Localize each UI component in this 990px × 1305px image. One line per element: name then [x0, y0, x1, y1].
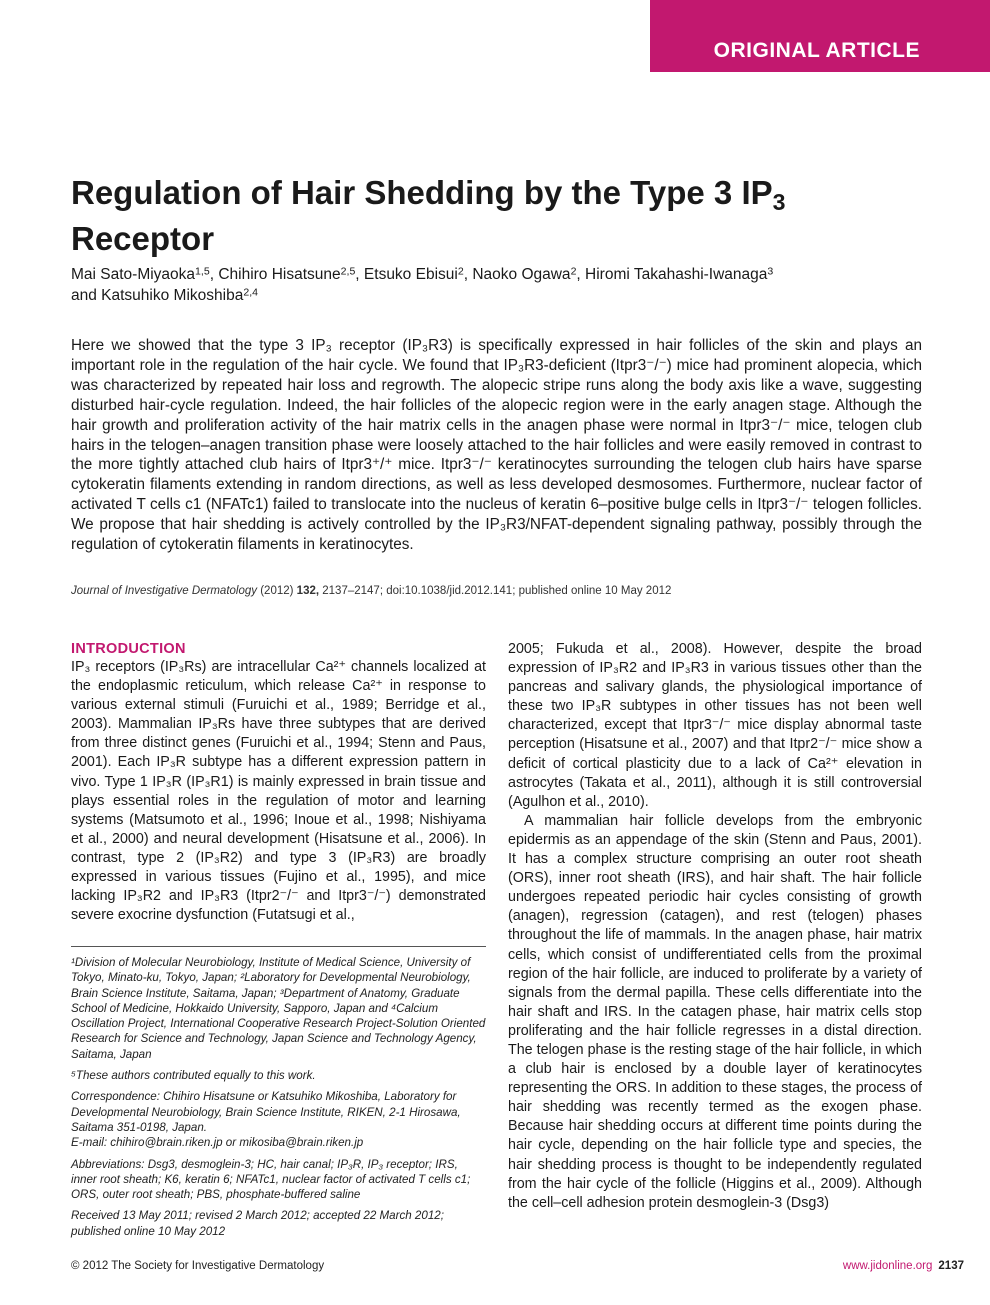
citation-journal: Journal of Investigative Dermatology — [71, 585, 258, 597]
introduction-paragraph: A mammalian hair follicle develops from the embryonic epidermis as an appendage of the skin (Stenn and Paus, 2001). It has a complex structure comprising an outer root sheath (ORS), inner root sheath (IRS), and hair shaft. The hair follicle undergoes repeated periodic hair cycles consisting of growth (anagen), regression (catagen), and rest (telogen) phases throughout the life of mammals. In the anagen phase, hair matrix cells, which consist of undifferentiated cells from the proximal region of the hair follicle, are induced to proliferate by a variety of signals from the dermal papilla. These cells differentiate into the hair shaft and IRS. In the catagen phase, hair matrix cells stop proliferating and the hair follicle regresses in a distal direction. The telogen phase is the resting stage of the hair follicle, in which a club hair is enclosed by a double layer of keratinocytes representing the ORS. In addition to these stages, the process of hair shedding was recently termed as the exogen phase. Because hair shedding occurs at different time points during the hair cycle, depending on the hair follicle type and species, the hair shedding process is thought to be independently regulated from the hair cycle of the follicle (Higgins et al., 2009). Although the cell–cell adhesion protein desmoglein-3 (Dsg3) — [508, 812, 922, 1211]
author-list: Mai Sato-Miyaoka$^{1,5}$, Chihiro Hisatsune$^{2,5}$, Etsuko Ebisui$^2$, Naoko Ogawa$^2$, Hiromi Takahashi-Iwanaga$^3$ and Katsuhiko Mikoshiba$^{2,4}$ — [71, 265, 774, 304]
author-name: Naoko Ogawa — [472, 266, 571, 283]
abbreviations-note: Abbreviations: Dsg3, desmoglein-3; HC, hair canal; IP₃R, IP₃ receptor; IRS, inner root sheath; K6, keratin 6; NFATc1, nuclear factor of activated T cells c1; ORS, outer root sheath; PBS, phosphate-buffered saline — [71, 1157, 471, 1202]
title-subscript: 3 — [772, 188, 786, 215]
introduction-body-right — [508, 640, 922, 1213]
citation-year: (2012) — [260, 585, 294, 597]
author-affiliation: 2,4 — [243, 286, 258, 299]
introduction-heading: INTRODUCTION — [71, 641, 186, 657]
abstract: Here we showed that the type 3 IP₃ receptor (IP₃R3) is specifically expressed in hair follicles of the skin and plays an important role in the regulation of the hair cycle. We found that IP₃R3-deficient (Itpr3⁻/⁻) mice had prominent alopecia, which was characterized by repeated hair loss and regrowth. The alopecic stripe runs along the body axis like a wave, suggesting disturbed hair-cycle regulation. Indeed, the hair follicles of the alopecic region were in the early anagen stage. Although the hair growth and proliferation activity of the hair matrix cells in the anagen phase were normal in Itpr3⁻/⁻ mice, telogen club hairs in the telogen–anagen transition phase were loosely attached to the hair follicles and were easily removed in contrast to the more tightly attached club hairs of Itpr3⁺/⁺ mice. Itpr3⁻/⁻ keratinocytes surrounding the telogen club hairs have sparse cytokeratin filaments extending in random directions, as well as less developed desmosomes. Furthermore, nuclear factor of activated T cells c1 (NFATc1) failed to translocate into the nucleus of keratin 6–positive bulge cells in Itpr3⁻/⁻ telogen follicles. We propose that hair shedding is actively controlled by the IP₃R3/NFAT-dependent signaling pathway, possibly through the regulation of cytokeratin filaments in keratinocytes. — [71, 337, 922, 554]
correspondence-note: Correspondence: Chihiro Hisatsune or Katsuhiko Mikoshiba, Laboratory for Developmental Neurobiology, Brain Science Institute, RIKEN, 2-1 Hirosawa, Saitama 351-0198, Japan. — [71, 1090, 461, 1134]
author-affiliation: 1,5 — [195, 265, 210, 278]
author-name: Mai Sato-Miyaoka — [71, 266, 196, 283]
article-title — [71, 170, 851, 262]
title-line2: Receptor — [71, 220, 215, 257]
author-affiliation: 2,5 — [340, 265, 356, 278]
author-name: Katsuhiko Mikoshiba — [101, 287, 244, 304]
equal-contribution-note: ⁵These authors contributed equally to this work. — [71, 1069, 316, 1083]
left-column — [71, 640, 486, 925]
right-column — [508, 640, 922, 1213]
author-affiliation: 2 — [457, 265, 464, 278]
author-affiliation: 2 — [570, 265, 577, 278]
introduction-body-left — [71, 658, 486, 925]
author-name: Hiromi Takahashi-Iwanaga — [585, 266, 768, 283]
title-line1: Regulation of Hair Shedding by the Type 3 IP — [71, 174, 773, 211]
citation-volume: 132, — [296, 585, 320, 597]
footer-copyright: © 2012 The Society for Investigative Dermatology — [71, 1260, 325, 1272]
article-type-banner — [650, 0, 990, 72]
email-note: E-mail: chihiro@brain.riken.jp or mikosiba@brain.riken.jp — [71, 1136, 364, 1150]
received-note: Received 13 May 2011; revised 2 March 2012; accepted 22 March 2012; published online 10 May 2012 — [71, 1209, 444, 1238]
footnotes — [71, 946, 486, 1245]
introduction-paragraph: 2005; Fukuda et al., 2008). However, despite the broad expression of IP₃R2 and IP₃R3 in various tissues other than the pancreas and salivary glands, the physiological importance of these two IP₃R subtypes in other tissues has not been well characterized, except that Itpr3⁻/⁻ mice display abnormal taste perception (Hisatsune et al., 2007) and that Itpr2⁻/⁻ mice show a deficit of cortical plasticity due to a lack of Ca²⁺ elevation in astrocytes (Takata et al., 2011), although it is still controversial (Agulhon et al., 2010). — [508, 641, 922, 810]
author-name: Chihiro Hisatsune — [218, 266, 341, 283]
page-number: 2137 — [938, 1260, 964, 1272]
author-name: Etsuko Ebisui — [363, 266, 458, 283]
citation-details: 2137–2147; doi:10.1038/jid.2012.141; published online 10 May 2012 — [322, 585, 672, 597]
footer-right — [843, 1259, 964, 1274]
introduction-paragraph: IP₃ receptors (IP₃Rs) are intracellular Ca²⁺ channels localized at the endoplasmic reticulum, which release Ca²⁺ in response to various external stimuli (Furuichi et al., 1989; Berridge et al., 2003). Mammalian IP₃Rs have three subtypes that are derived from three distinct genes (Furuichi et al., 1994; Stenn and Paus, 2001). Each IP₃R subtype has a different expression pattern in vivo. Type 1 IP₃R (IP₃R1) is mainly expressed in brain tissue and plays essential roles in the regulation of motor and learning systems (Matsumoto et al., 1996; Inoue et al., 1998; Nishiyama et al., 2000) and neural development (Hisatsune et al., 2006). In contrast, type 2 (IP₃R2) and type 3 (IP₃R3) are broadly expressed in various tissues (Fujino et al., 1995), and mice lacking IP₃R2 and IP₃R3 (Itpr2⁻/⁻ and Itpr3⁻/⁻) demonstrated severe exocrine dysfunction (Futatsugi et al., — [71, 659, 486, 924]
journal-url-link[interactable]: www.jidonline.org — [842, 1260, 933, 1272]
affiliations-note: ¹Division of Molecular Neurobiology, Institute of Medical Science, University of Tokyo, Minato-ku, Tokyo, Japan; ²Laboratory for Developmental Neurobiology, Brain Science Institute, Saitama, Japan; ³Department of Anatomy, Graduate School of Medicine, Hokkaido University, Sapporo, Japan and ⁴Calcium Oscillation Project, International Cooperative Research Project-Solution Oriented Research for Science and Technology, Japan Science and Technology Agency, Saitama, Japan — [71, 956, 486, 1061]
citation-line — [71, 584, 922, 599]
article-type-label: ORIGINAL ARTICLE — [713, 39, 920, 62]
author-affiliation: 3 — [767, 265, 774, 278]
